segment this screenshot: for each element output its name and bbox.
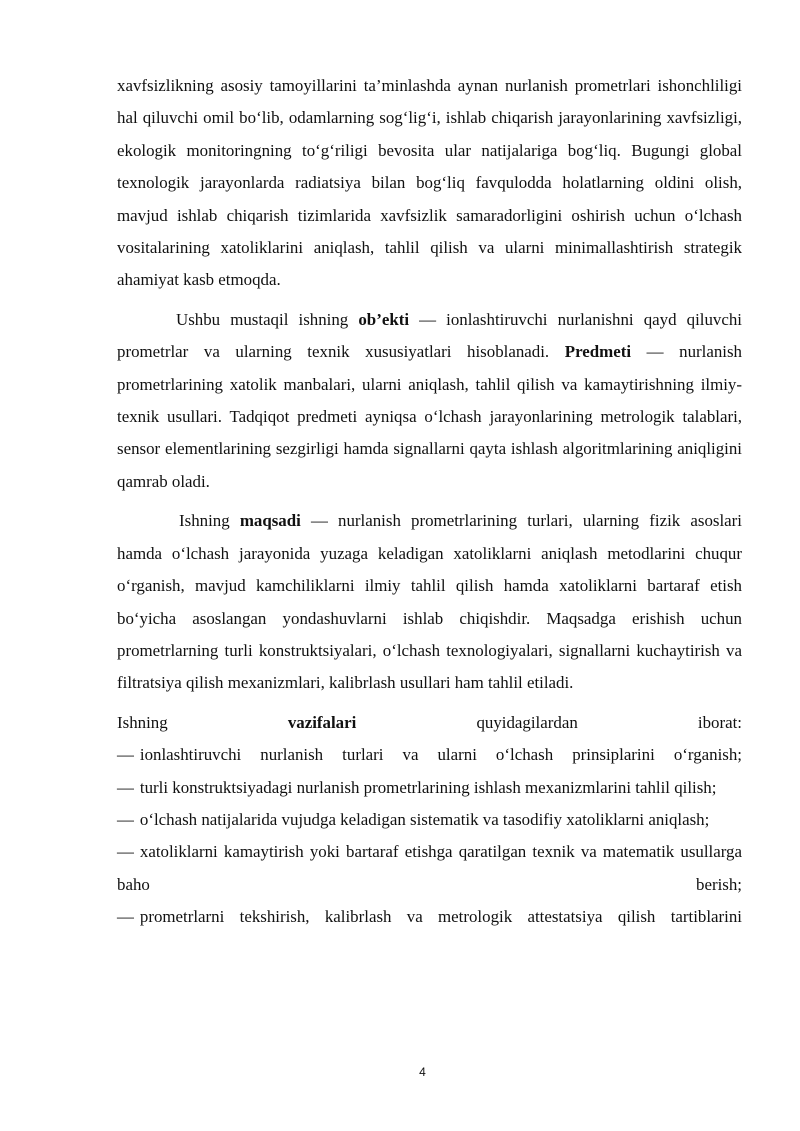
task-item	[117, 772, 742, 804]
dash-marker: —	[117, 745, 134, 765]
text-run: — nurlanish prometrlarining turlari, ularning fizik asoslari hamda o‘lchash jarayonida yuzaga keladigan xatoliklarni aniqlash metodlarini chuqur o‘rganish, mavjud kamchiliklarni ilmiy tahlil qilish hamda xatoliklarni bartaraf etish bo‘yicha asoslangan yondashuvlarni ishlab chiqishdir. Maqsadga erishish uchun prometrlarning turli konstruktsiyalari, o‘lchash texnologiyalari, signallarni kuchaytirish va filtratsiya qilish mexanizmlari, kalibrlash usullari ham tahlil etiladi.	[117, 511, 742, 693]
tasks-section	[117, 707, 742, 934]
dash-marker: —	[117, 809, 134, 829]
dash-marker: —	[117, 842, 134, 862]
dash-marker: —	[117, 907, 134, 927]
task-text: o‘lchash natijalarida vujudga keladigan sistematik va tasodifiy xatoliklarni aniqlash;	[139, 809, 710, 829]
document-page	[117, 70, 742, 934]
goal-paragraph	[117, 505, 742, 699]
task-text: xatoliklarni kamaytirish yoki bartaraf etishga qaratilgan texnik va matematik usullarga baho berish;	[117, 842, 742, 894]
task-item	[117, 901, 742, 933]
text-run: — ionlashtiruvchi nurlanishni qayd qiluvchi prometrlar va ularning texnik xususiyatlari hisoblanadi.	[117, 309, 742, 362]
intro-paragraph: xavfsizlikning asosiy tamoyillarini ta’minlashda aynan nurlanish prometrlari ishonchliligi hal qiluvchi omil bo‘lib, odamlarning sog‘lig‘i, ishlab chiqarish jarayonlarining xavfsizligi, ekologik monitoringning to‘g‘riligi bevosita ular natijalariga bog‘liq. Bugungi global texnologik jarayonlarda radiatsiya bilan bog‘liq favqulodda holatlarning oldini olish, mavjud ishlab chiqarish tizimlarida xavfsizlik samaradorligini oshirish uchun o‘lchash vositalarining xatoliklarini aniqlash, tahlil qilish va ularni minimallashtirish strategik ahamiyat kasb etmoqda.	[117, 76, 742, 290]
tasks-heading-line	[117, 707, 742, 739]
tasks-term: vazifalari	[287, 712, 357, 732]
task-text: ionlashtiruvchi nurlanish turlari va ularni o‘lchash prinsiplarini o‘rganish;	[139, 745, 742, 765]
text-run: iborat:	[697, 712, 742, 732]
page-number: 4	[419, 1065, 426, 1079]
task-text: turli konstruktsiyadagi nurlanish prometrlarining ishlash mexanizmlarini tahlil qilish;	[139, 777, 717, 797]
text-run: Ishning	[117, 712, 168, 732]
object-term: ob’ekti	[358, 309, 410, 329]
text-run: quyidagilardan	[476, 712, 578, 732]
dash-marker: —	[117, 777, 134, 797]
text-run: — nurlanish prometrlarining xatolik manbalari, ularni aniqlash, tahlil qilish va kamaytirishning ilmiy-texnik usullari. Tadqiqot predmeti ayniqsa o‘lchash jarayonlarining metrologik talablari, sensor elementlarining sezgirligi hamda signallarni qayta ishlash algoritmlarining aniqligini qamrab oladi.	[117, 342, 742, 491]
task-item	[117, 804, 742, 836]
text-run: Ushbu mustaqil ishning	[176, 309, 359, 329]
task-item	[117, 836, 742, 901]
text-run: Ishning	[179, 511, 240, 531]
subject-term: Predmeti	[564, 342, 632, 362]
goal-term: maqsadi	[239, 511, 301, 531]
task-item	[117, 739, 742, 771]
object-subject-paragraph	[117, 304, 742, 498]
task-text: prometrlarni tekshirish, kalibrlash va metrologik attestatsiya qilish tartiblarini	[139, 907, 742, 927]
